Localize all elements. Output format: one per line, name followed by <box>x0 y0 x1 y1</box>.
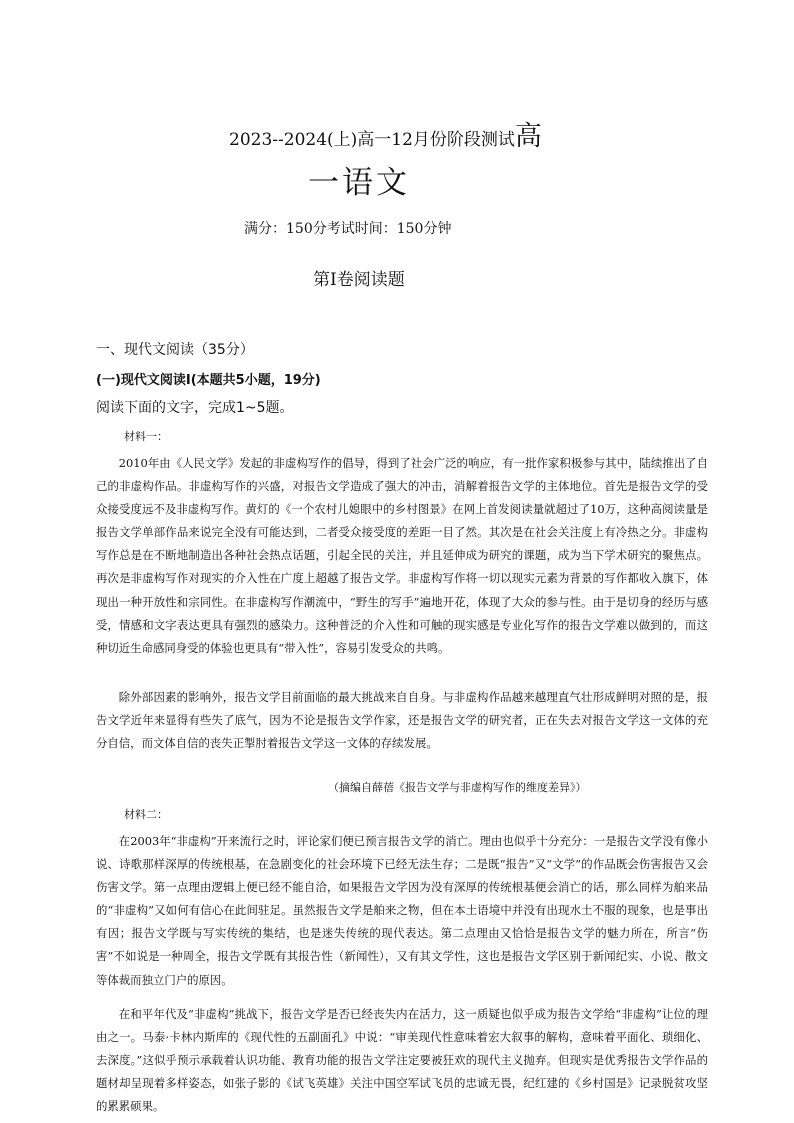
material-one-paragraph: 2010年由《人民文学》发起的非虚构写作的倡导，得到了社会广泛的响应，有一批作家积极参与其中，陆续推出了自己的非虚构作品。非虚构写作的兴盛，对报告文学造成了强大的冲击，消解着报告文学的主体地位。首先是报告文学的受众接受度远不及非虚构写作。黄灯的《一个农村儿媳眼中的乡村图景》在网上首发阅读量就超过了10万，这种高阅读量是报告文学单部作品来说完全没有可能达到，二者受众接受度的差距一目了然。其次是在社会关注度上有冷热之分。非虚构写作总是在不断地制造出各种社会热点话题，引起全民的关注，并且延伸成为研究的课题，成为当下学术研究的聚焦点。再次是非虚构写作对现实的介入性在广度上超越了报告文学。非虚构写作将一切以现实元素为背景的写作都收入旗下，体现出一种开放性和宗同性。在非虚构写作潮流中，“野生的写手”遍地开花，体现了大众的参与性。由于是切身的经历与感受，情感和文字表达更具有强烈的感染力。这种普泛的介入性和可触的现实感是专业化写作的报告文学难以做到的，而这种切近生命感同身受的体验也更具有“带入性”，容易引发受众的共鸣。 <box>96 456 708 655</box>
exam-title-big-char: 高 <box>514 121 542 152</box>
exam-title-line2: 一语文 <box>308 165 410 201</box>
reading-instruction: 阅读下面的文字，完成1~5题。 <box>96 400 294 416</box>
section-heading: 一、现代文阅读（35分） <box>96 342 254 358</box>
material-two-paragraph: 在和平年代及“非虚构”挑战下，报告文学是否已经丧失内在活力，这一质疑也似乎成为报告文学给“非虚构”让位的理由之一。马泰·卡林内斯库的《现代性的五副面孔》中说：“审美现代性意味着宏大叙事的解构，意味着平面化、琐细化、去深度。”这似乎预示承载着认识功能、教育功能的报告文学注定要被狂欢的现代主义抛弃。但现实是优秀报告文学作品的题材却呈现着多样姿态，如张子影的《试飞英雄》关注中国空军试飞员的忠诚无畏，纪红建的《乡村国是》记录脱贫攻坚的累累硕果。 <box>96 1007 708 1114</box>
material-one-label: 材料一： <box>124 430 168 443</box>
volume-title: 第Ⅰ卷阅读题 <box>313 270 405 290</box>
subsection-heading: (一)现代文阅读Ⅰ(本题共5小题，19分) <box>96 373 321 388</box>
material-one-source: （摘编自薛蓓《报告文学与非虚构写作的维度差异》） <box>328 781 587 794</box>
material-one-paragraph: 除外部因素的影响外，报告文学目前面临的最大挑战来自自身。与非虚构作品越来越理直气壮形成鲜明对照的是，报告文学近年来显得有些失了底气，因为不论是报告文学作家，还是报告文学的研究者，正在失去对报告文学这一文体的充分自信，而文体自信的丧失正掣肘着报告文学这一文体的存续发展。 <box>96 690 708 751</box>
exam-title-line1 <box>229 114 542 153</box>
material-two-paragraph: 在2003年“非虚构”开来流行之时，评论家们便已预言报告文学的消亡。理由也似乎十分充分：一是报告文学没有像小说、诗歌那样深厚的传统根基，在急剧变化的社会环境下已经无法生存；二是既“报告”又“文学”的作品既会伤害报告又会伤害文学。第一点理由逻辑上便已经不能自洽，如果报告文学因为没有深厚的传统根基便会消亡的话，那么同样为舶来品的“非虚构”又如何有信心在此间驻足。虽然报告文学是舶来之物，但在本土语境中并没有出现水土不服的现象，也是事出有因；报告文学既与写实传统的集结，也是迷失传统的现代表达。第二点理由又恰恰是报告文学的魅力所在，所言“伤害”不如说是一种周全，报告文学既有其报告性（新闻性），又有其文学性，这也是报告文学区别于新闻纪实、小说、散文等体裁而独立门户的原因。 <box>96 834 708 987</box>
material-two-label: 材料二： <box>124 808 168 821</box>
exam-title-text: 2023--2024(上)高一12月份阶段测试 <box>229 130 515 150</box>
score-info: 满分：150分考试时间：150分钟 <box>244 221 452 237</box>
